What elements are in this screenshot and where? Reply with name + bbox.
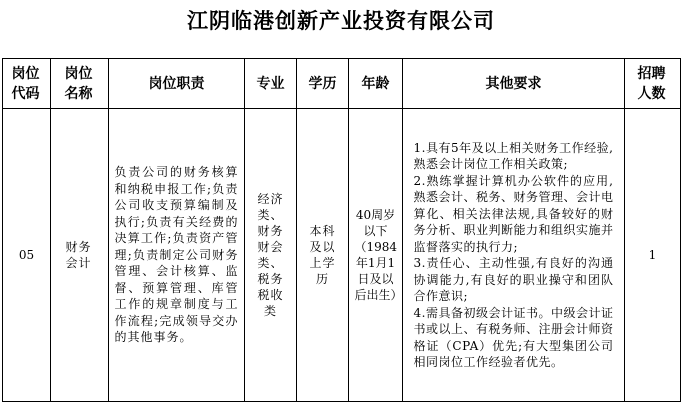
header-other: 其他要求: [403, 59, 625, 109]
header-name: 岗位名称: [51, 59, 109, 109]
header-duty: 岗位职责: [109, 59, 245, 109]
cell-major: 经济类、财务财会类、税务税收类: [245, 109, 297, 402]
header-education: 学历: [297, 59, 349, 109]
table-row: [3, 109, 681, 402]
table-header-row: [3, 59, 681, 109]
cell-duty: 负责公司的财务核算和纳税申报工作;负责公司收支预算编制及执行;负责有关经费的决算工作;负责资产管理;负责制定公司财务管理、会计核算、监督、预算管理、库管工作的规章制度与工作流程;完成领导交办的其他事务。: [109, 109, 245, 402]
cell-count: 1: [625, 109, 681, 402]
cell-code: 05: [3, 109, 51, 402]
cell-other: 1.具有5年及以上相关财务工作经验,熟悉会计岗位工作相关政策; 2.熟练掌握计算机办公软件的应用,熟悉会计、税务、财务管理、会计电算化、相关法律法规,具备较好的财务分析、职业判断能力和组织实施并监督落实的执行力; 3.责任心、主动性强,有良好的沟通协调能力,有良好的职业操守和团队合作意识; 4.需具备初级会计证书。中级会计证书或以上、有税务师、注册会计师资格证（CPA）优先;有大型集团公司相同岗位工作经验者优先。: [403, 109, 625, 402]
cell-age: 40周岁以下（1984年1月1日及以后出生）: [349, 109, 403, 402]
header-code: 岗位代码: [3, 59, 51, 109]
job-table: [2, 58, 681, 402]
cell-name: 财务会计: [51, 109, 109, 402]
header-count: 招聘人数: [625, 59, 681, 109]
header-major: 专业: [245, 59, 297, 109]
header-age: 年龄: [349, 59, 403, 109]
cell-education: 本科及以上学历: [297, 109, 349, 402]
page-title: 江阴临港创新产业投资有限公司: [187, 9, 495, 33]
